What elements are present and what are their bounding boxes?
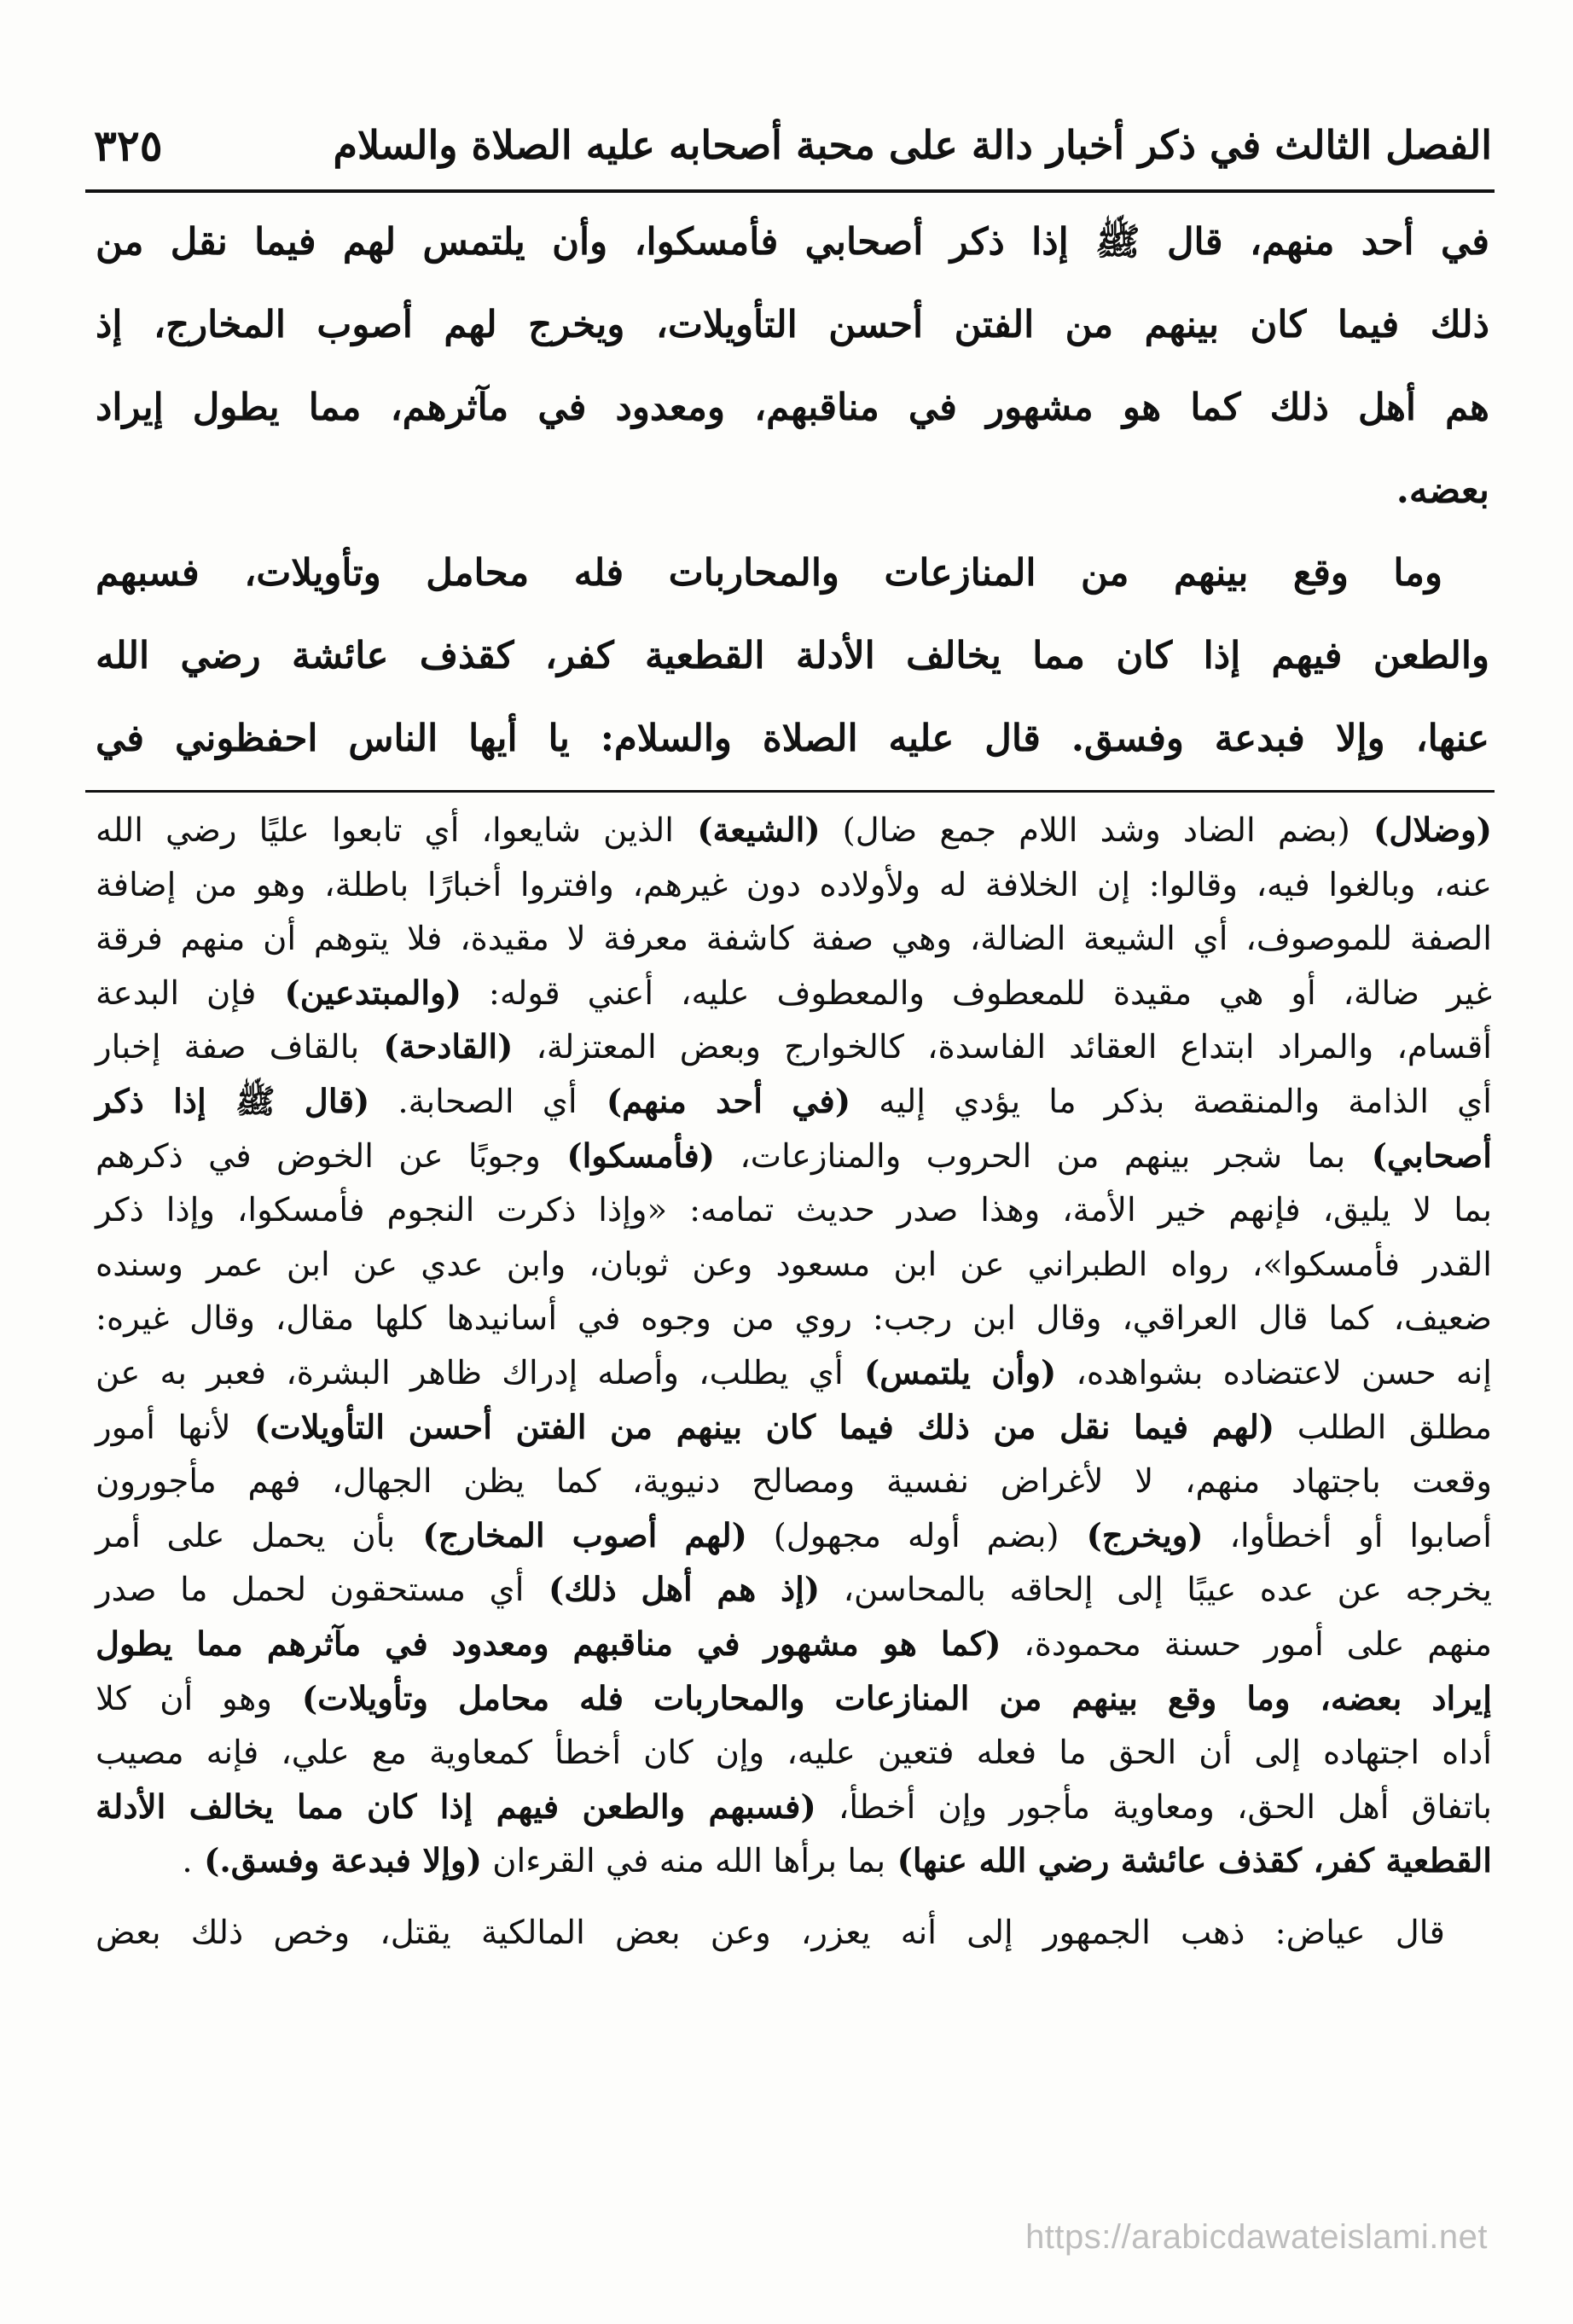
main-text-block <box>96 200 1489 781</box>
quoted-matn-text: (القادحة) <box>359 1028 514 1067</box>
watermark-url: https://arabicdawateislami.net <box>1025 2218 1488 2256</box>
header-rule <box>85 189 1495 193</box>
quoted-matn-text: أصحابي) <box>1345 1136 1492 1176</box>
commentary-line <box>96 1238 1492 1293</box>
commentary-text: منهم على أمور حسنة محمودة، <box>1001 1624 1492 1664</box>
commentary-line <box>96 1401 1492 1455</box>
commentary-block <box>96 804 1492 1960</box>
commentary-line <box>96 858 1492 913</box>
commentary-text: أي مستحقون لحمل ما صدر <box>96 1571 525 1610</box>
commentary-line <box>96 1672 1492 1727</box>
commentary-line <box>96 1781 1492 1835</box>
commentary-line <box>96 912 1492 967</box>
commentary-text: الصفة للموصوف، أي الشيعة الضالة، وهي صفة كاشفة معرفة لا مقيدة، فلا يتوهم أن منهم فرقة <box>96 920 1492 959</box>
quoted-matn-text: (وضلال) <box>1350 811 1492 850</box>
commentary-text: قال عياض: ذهب الجمهور إلى أنه يعزر، وعن بعض المالكية يقتل، وخص ذلك بعض <box>96 1913 1445 1952</box>
commentary-text: وهو أن كلا <box>96 1679 272 1718</box>
commentary-line <box>96 1509 1492 1564</box>
commentary-line <box>96 1292 1492 1346</box>
quoted-matn-text: (في أحد منهم) <box>577 1082 851 1121</box>
page-number: ٣٢٥ <box>94 119 163 171</box>
quoted-matn-text: القطعية كفر، كقذف عائشة رضي الله عنها) <box>885 1842 1492 1881</box>
quoted-matn-text: إيراد بعضه، وما وقع بينهم من المنازعات والمحاربات فله محامل وتأويلات) <box>271 1679 1492 1718</box>
commentary-text: أداه اجتهاده إلى أن الحق ما فعله فتعين عليه، وإن كان أخطأ كمعاوية مع علي، فإنه مصيب <box>96 1734 1492 1773</box>
commentary-line <box>96 1075 1492 1130</box>
commentary-text: فإن البدعة <box>96 973 257 1013</box>
quoted-matn-text: (وأن يلتمس) <box>843 1353 1057 1392</box>
commentary-text: أي الذامة والمنقصة بذكر ما يؤدي إليه <box>850 1082 1492 1121</box>
commentary-text: بما لا يليق، فإنهم خير الأمة، وهذا صدر حديث تمامه: «وإذا ذكرت النجوم فأمسكوا، وإذا ذكر <box>96 1191 1492 1230</box>
commentary-text: إنه حسن لاعتضاده بشواهده، <box>1056 1353 1492 1392</box>
commentary-text: وقعت باجتهاد منهم، لا لأغراض نفسية ومصالح دنيوية، كما يظن الجهال، فهم مأجورون <box>96 1462 1492 1502</box>
quoted-matn-text: (وإلا فبدعة وفسق.) <box>192 1842 482 1881</box>
quoted-matn-text: (لهم أصوب المخارج) <box>395 1516 747 1555</box>
page-header <box>94 107 1492 183</box>
commentary-line <box>96 1455 1492 1509</box>
commentary-text: (بضم أوله مجهول) <box>746 1516 1059 1555</box>
quoted-matn-text: (قال ﷺ إذا ذكر <box>96 1082 370 1121</box>
commentary-text: بما برأها الله منه في القرءان <box>481 1842 886 1881</box>
commentary-line <box>96 1130 1492 1184</box>
commentary-text: مطلق الطلب <box>1274 1408 1493 1447</box>
commentary-line <box>96 1183 1492 1238</box>
commentary-line <box>96 1906 1492 1961</box>
main-text-line: عنها، وإلا فبدعة وفسق. قال عليه الصلاة والسلام: يا أيها الناس احفظوني في <box>96 717 1489 760</box>
commentary-line <box>96 1020 1492 1075</box>
commentary-text: باتفاق أهل الحق، ومعاوية مأجور وإن أخطأ، <box>816 1787 1492 1827</box>
commentary-line <box>96 1834 1492 1889</box>
commentary-text: بما شجر بينهم من الحروب والمنازعات، <box>715 1136 1346 1176</box>
commentary-text: أي يطلب، وأصله إدراك ظاهر البشرة، فعبر به عن <box>96 1353 844 1392</box>
commentary-text: أقسام، والمراد ابتداع العقائد الفاسدة، كالخوارج وبعض المعتزلة، <box>513 1028 1492 1067</box>
commentary-text: غير ضالة، أو هي مقيدة للمعطوف والمعطوف عليه، أعني قوله: <box>461 973 1492 1013</box>
main-text-line: وما وقع بينهم من المنازعات والمحاربات فله محامل وتأويلات، فسبهم <box>96 551 1442 595</box>
quoted-matn-text: (فسبهم والطعن فيهم إذا كان مما يخالف الأدلة <box>96 1787 816 1827</box>
commentary-text: لأنها أمور <box>96 1408 231 1447</box>
chapter-title: الفصل الثالث في ذكر أخبار دالة على محبة أصحابه عليه الصلاة والسلام <box>333 122 1492 168</box>
quoted-matn-text: (لهم فيما نقل من ذلك فيما كان بينهم من الفتن أحسن التأويلات) <box>230 1408 1275 1447</box>
quoted-matn-text: (فأمسكوا) <box>540 1136 716 1176</box>
commentary-separator <box>85 790 1495 793</box>
main-text-line: هم أهل ذلك كما هو مشهور في مناقبهم، ومعدود في مآثرهم، مما يطول إيراد <box>96 386 1489 429</box>
quoted-matn-text: (والمبتدعين) <box>256 973 462 1013</box>
main-text-line: ذلك فيما كان بينهم من الفتن أحسن التأويلات، ويخرج لهم أصوب المخارج، إذ <box>96 303 1489 346</box>
commentary-line <box>96 804 1492 858</box>
commentary-text: عنه، وبالغوا فيه، وقالوا: إن الخلافة له ولأولاده دون غيرهم، وافتروا أخبارًا باطلة، وهو من إضافة <box>96 865 1492 904</box>
quoted-matn-text: (إذ هم أهل ذلك) <box>524 1571 821 1610</box>
commentary-text: بالقاف صفة إخبار <box>96 1028 360 1067</box>
commentary-text: أصابوا أو أخطأوا، <box>1203 1516 1492 1555</box>
commentary-text: يخرجه عن عده عيبًا إلى إلحاقه بالمحاسن، <box>820 1571 1492 1610</box>
commentary-text: وجوبًا عن الخوض في ذكرهم <box>96 1136 541 1176</box>
commentary-text: ضعيف، كما قال العراقي، وقال ابن رجب: روي من وجوه في أسانيدها كلها مقال، وقال غيره: <box>96 1299 1492 1339</box>
quoted-matn-text: (ويخرج) <box>1059 1516 1204 1555</box>
commentary-line <box>96 1726 1492 1781</box>
quoted-matn-text: (الشيعة) <box>673 811 821 850</box>
commentary-text: . <box>182 1842 193 1881</box>
commentary-text: القدر فأمسكوا»، رواه الطبراني عن ابن مسعود وعن ثوبان، وابن عدي عن ابن عمر وسنده <box>96 1245 1492 1284</box>
commentary-text: أي الصحابة. <box>369 1082 578 1121</box>
commentary-text: (بضم الضاد وشد اللام جمع ضال) <box>820 811 1350 850</box>
commentary-line <box>96 1618 1492 1672</box>
main-text-line: بعضه. <box>1396 468 1489 512</box>
main-text-line: في أحد منهم، قال ﷺ إذا ذكر أصحابي فأمسكوا، وأن يلتمس لهم فيما نقل من <box>96 220 1489 264</box>
commentary-line <box>96 967 1492 1021</box>
commentary-text: بأن يحمل على أمر <box>96 1516 396 1555</box>
commentary-line <box>96 1346 1492 1401</box>
main-text-line: والطعن فيهم إذا كان مما يخالف الأدلة القطعية كفر، كقذف عائشة رضي الله <box>96 634 1489 677</box>
commentary-text: الذين شايعوا، أي تابعوا عليًا رضي الله <box>96 811 674 850</box>
quoted-matn-text: (كما هو مشهور في مناقبهم ومعدود في مآثرهم مما يطول <box>96 1624 1001 1664</box>
commentary-line <box>96 1563 1492 1618</box>
